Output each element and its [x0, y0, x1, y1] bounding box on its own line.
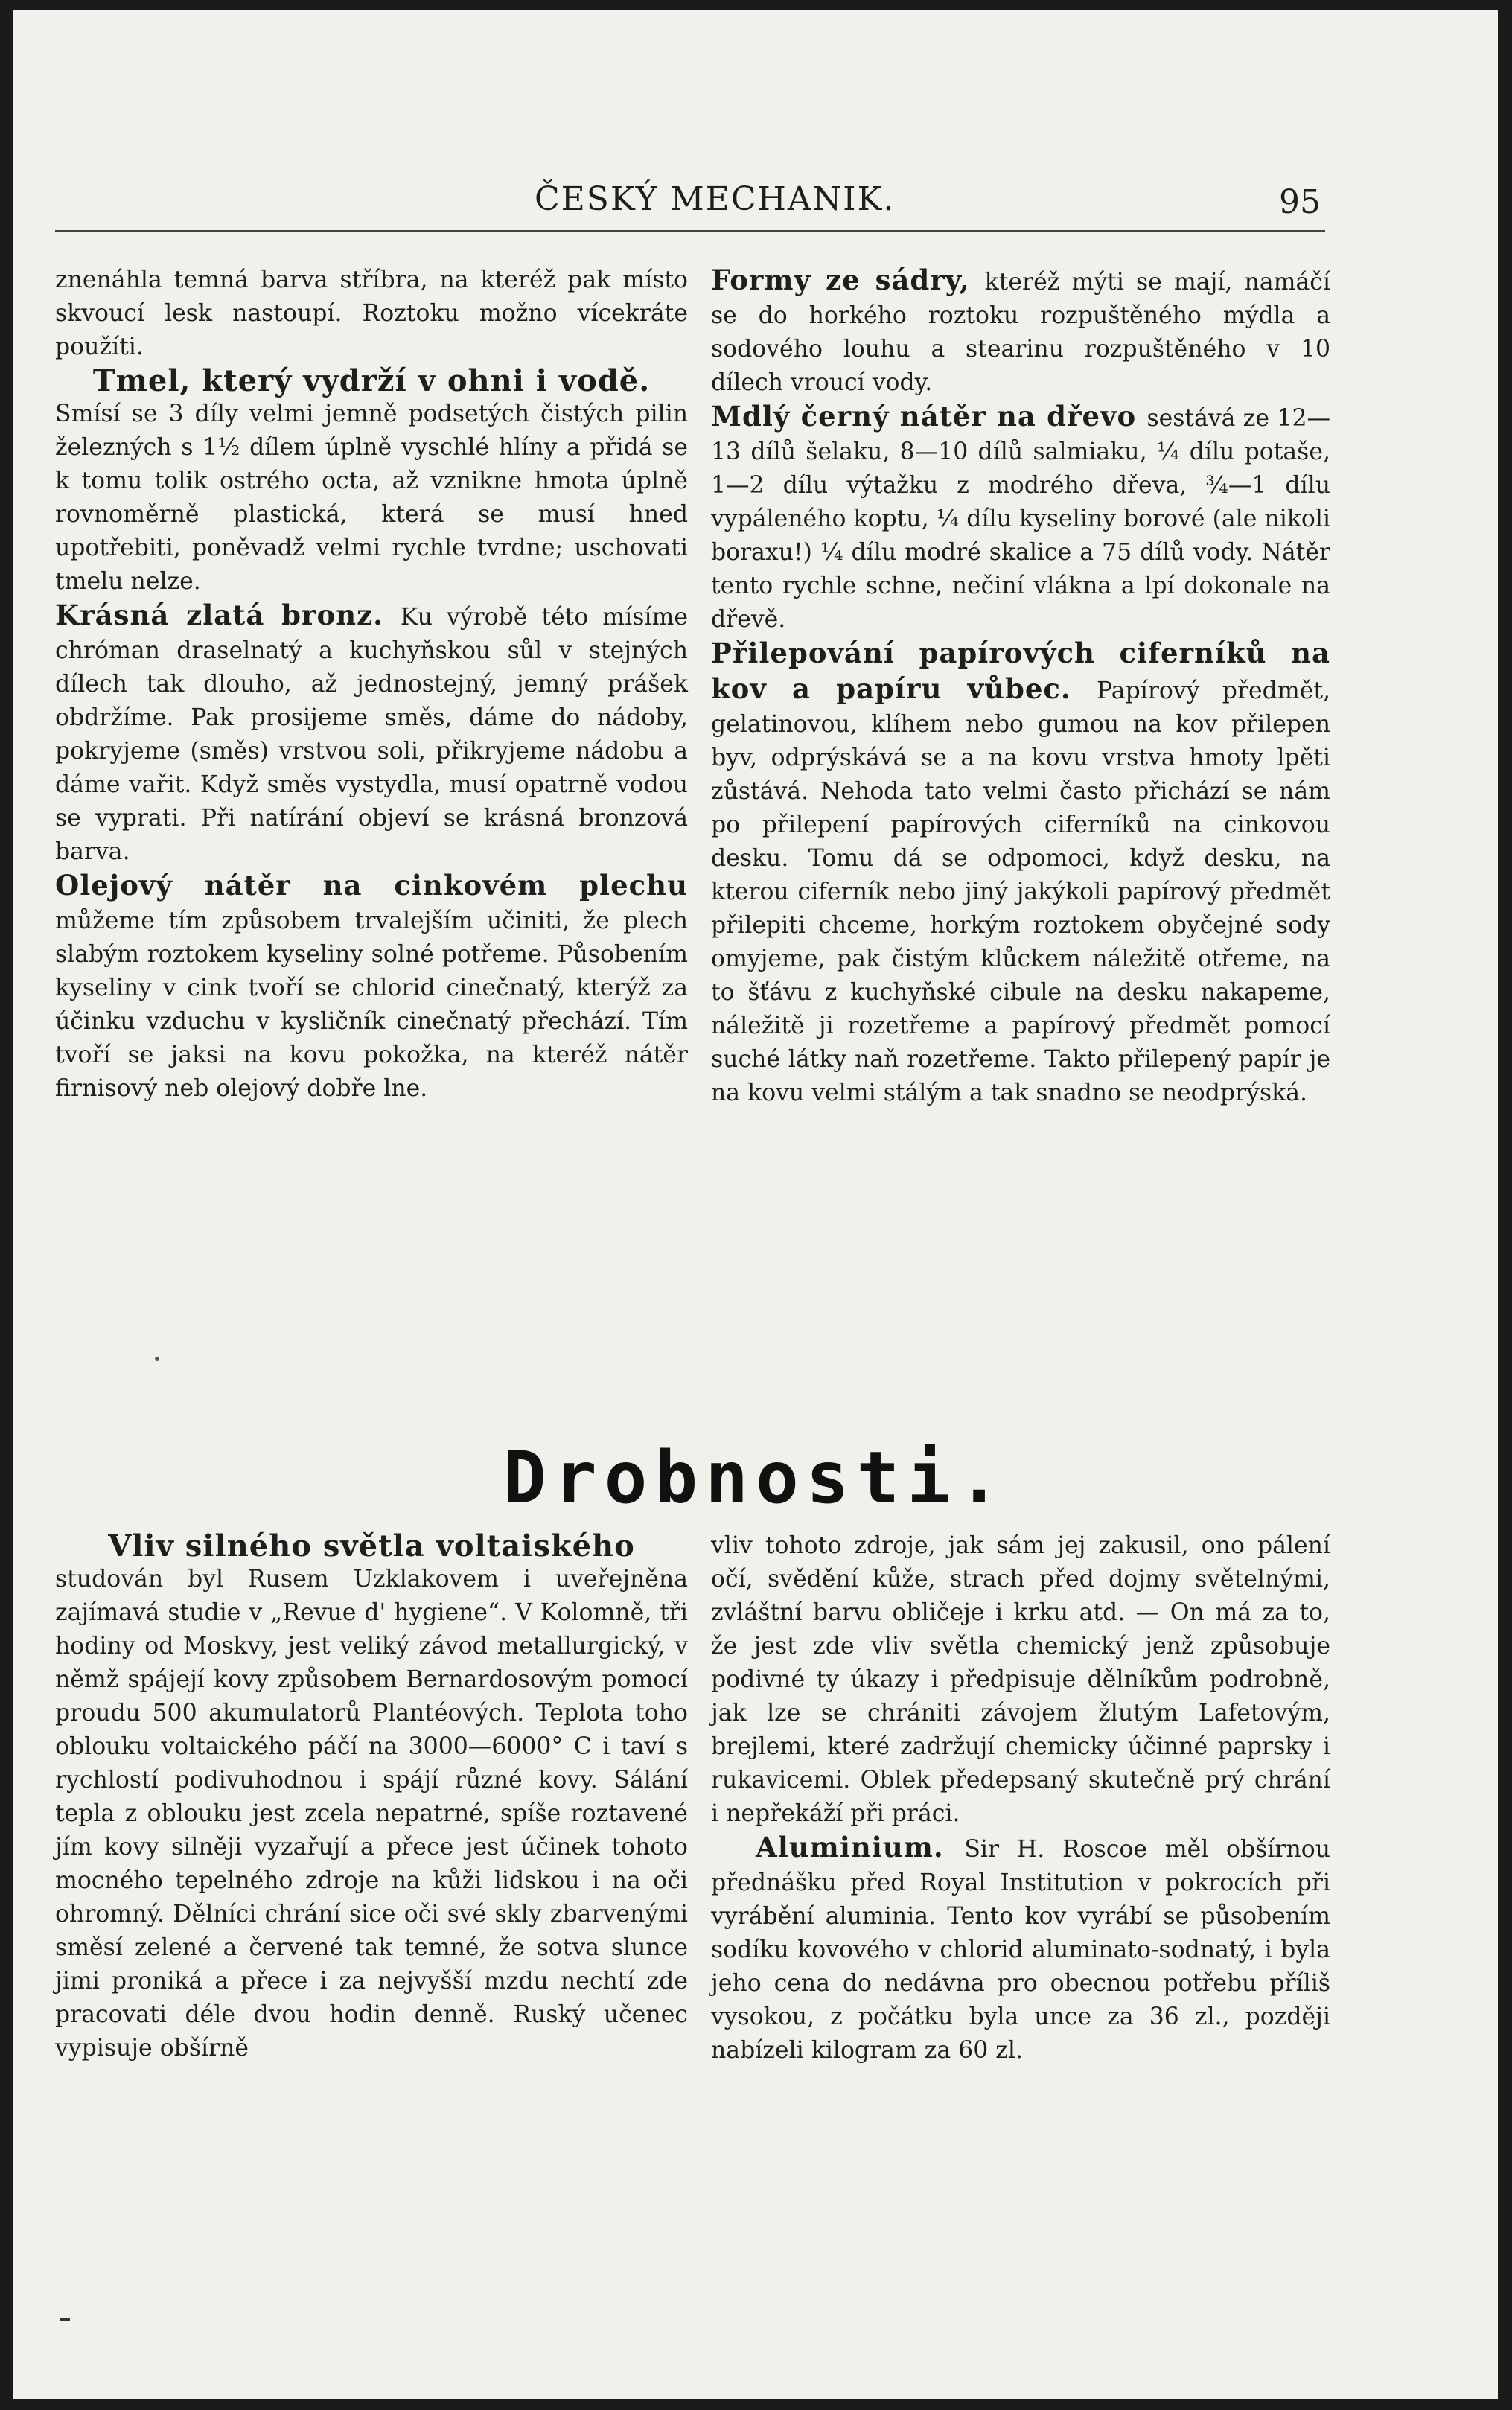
article-heading: Formy ze sádry, [711, 264, 985, 296]
journal-title: ČESKÝ MECHANIK. [535, 180, 896, 218]
article-heading: Tmel, který vydrží v ohni i vodě. [92, 363, 651, 398]
article-heading: Přilepování papírových ciferníků na kov a papíru vůbec. [711, 637, 1330, 705]
article-body: studován byl Rusem Uzklakovem i uveřejněna zajímavá studie v „Revue d' hygiene“. V Kolomně, tři hodiny od Moskvy, jest veliký závod metallurgický, v němž spájejí kovy způsobem Bernardosovým pomocí proudu 500 akumulatorů Plantéových. Teplota toho oblouku voltaického páčí na 3000—6000° C i taví s rychlostí podivuhodnou i spájí různé kovy. Sálání tepla z oblouku jest zcela nepatrné, spíše roztavené jím kovy silněji vyzařují a přece jest účinek tohoto mocného tepelného zdroje na kůži lidskou i na oči ohromný. Dělníci chrání sice oči své skly zbarvenými směsí zelené a červené tak temné, že sotva slunce jimi proniká a přece i za nejvyšší mzdu nechtí zde pracovati déle dvou hodin denně. Ruský učenec vypisuje obšírně [55, 1566, 688, 2062]
article-paragraph [55, 364, 688, 599]
article-body: kteréž mýti se mají, namáčí se do horkého roztoku rozpuštěného mýdla a sodového louhu a stearinu rozpuštěného v 10 dílech vroucí vody. [711, 269, 1330, 396]
article-heading: Aluminium. [756, 1831, 965, 1864]
article-body: můžeme tím způsobem trvalejším učiniti, že plech slabým roztokem kyseliny solné potřeme. Působením kyseliny v cink tvoří se chlorid cinečnatý, kterýž za účinku vzduchu v kysličník cinečnatý přechází. Tím tvoří se jaksi na kovu pokožka, na kteréž nátěr firnisový neb olejový dobře lne. [55, 908, 688, 1102]
section-title: Drobnosti. [503, 1436, 1008, 1520]
article-paragraph [711, 637, 1330, 1110]
intro-paragraph: vliv tohoto zdroje, jak sám jej zakusil, ono pálení očí, svědění kůže, strach před dojmy světelnými, zvláštní barvu obličeje i krku atd. — On má za to, že jest zde vliv světla chemický jenž způsobuje podivné ty úkazy i předpisuje dělníkům podrobně, jak lze se chrániti závojem žlutým Lafetovým, brejlemi, které zadržují chemicky účinné paprsky i rukavicemi. Oblek předepsaný skutečně prý chrání i nepřekáží při práci. [711, 1532, 1330, 1827]
intro-paragraph: znenáhla temná barva stříbra, na kteréž pak místo skvoucí lesk nastoupí. Roztoku možno vícekráte použíti. [55, 267, 688, 360]
bottom-right-column [711, 1529, 1330, 2068]
article-body: Ku výrobě této mísíme chróman draselnatý a kuchyňskou sůl v stejných dílech tak dlouho, až jednostejný, jemný prášek obdržíme. Pak prosijeme směs, dáme do nádoby, pokryjeme (směs) vrstvou soli, přikryjeme nádobu a dáme vařit. Když směs vystydla, musí opatrně vodou se vyprati. Při natírání objeví se krásná bronzová barva. [55, 604, 688, 865]
left-column [55, 264, 688, 1106]
margin-mark [60, 2318, 70, 2321]
article-heading: Olejový nátěr na cinkovém plechu [55, 869, 688, 902]
article-paragraph [711, 264, 1330, 400]
article-paragraph [55, 599, 688, 869]
print-speck [155, 1357, 159, 1361]
article-body: Sir H. Roscoe měl obšírnou přednášku před Royal Institution v pokrocích při vyrábění aluminia. Tento kov vyrábí se působením sodíku kovového v chlorid aluminato-sodnatý, i byla jeho cena do nedávna pro obecnou potřebu příliš vysokou, z počátku byla unce za 36 zl., později nabízeli kilogram za 60 zl. [711, 1836, 1330, 2064]
header-rule [55, 230, 1325, 235]
article-heading: Krásná zlatá bronz. [55, 599, 401, 631]
article-heading: Mdlý černý nátěr na dřevo [711, 400, 1147, 433]
article-paragraph [711, 1831, 1330, 2068]
article-paragraph [711, 400, 1330, 637]
article-body: Smísí se 3 díly velmi jemně podsetých čistých pilin železných s 1½ dílem úplně vyschlé hlíny a přidá se k tomu tolik ostrého octa, až vznikne hmota úplně rovnoměrně plastická, která se musí hned upotřebiti, poněvadž velmi rychle tvrdne; uschovati tmelu nelze. [55, 401, 688, 595]
page-header [13, 180, 1498, 225]
article-body: Papírový předmět, gelatinovou, klíhem nebo gumou na kov přilepen byv, odprýskává se a na kovu vrstva hmoty lpěti zůstává. Nehoda tato velmi často přichází se nám po přilepení papírových ciferníků na cinkovou desku. Tomu dá se odpomoci, když desku, na kterou ciferník nebo jiný jakýkoli papírový předmět přilepiti chceme, horkým roztokem obyčejné sody omyjeme, pak čistým klůckem náležitě otřeme, na to šťávu z kuchyňské cibule na desku nakapeme, náležitě ji rozetřeme a papírový předmět pomocí suché látky naň rozetřeme. Takto přilepený papír je na kovu velmi stálým a tak snadno se neodprýská. [711, 678, 1330, 1106]
article-body: sestává ze 12—13 dílů šelaku, 8—10 dílů salmiaku, ¼ dílu potaše, 1—2 dílu výtažku z modrého dřeva, ¾—1 dílu vypáleného koptu, ¼ dílu kyseliny borové (ale nikoli boraxu!) ¼ dílu modré skalice a 75 dílů vody. Nátěr tento rychle schne, nečiní vlákna a lpí dokonale na dřevě. [711, 405, 1330, 633]
page [13, 10, 1498, 2399]
page-number: 95 [1279, 183, 1321, 221]
article-paragraph [55, 1529, 688, 2065]
right-column [711, 264, 1330, 1110]
article-heading: Vliv silného světla voltaiského [108, 1528, 635, 1563]
bottom-left-column [55, 1529, 688, 2065]
article-paragraph [55, 869, 688, 1106]
